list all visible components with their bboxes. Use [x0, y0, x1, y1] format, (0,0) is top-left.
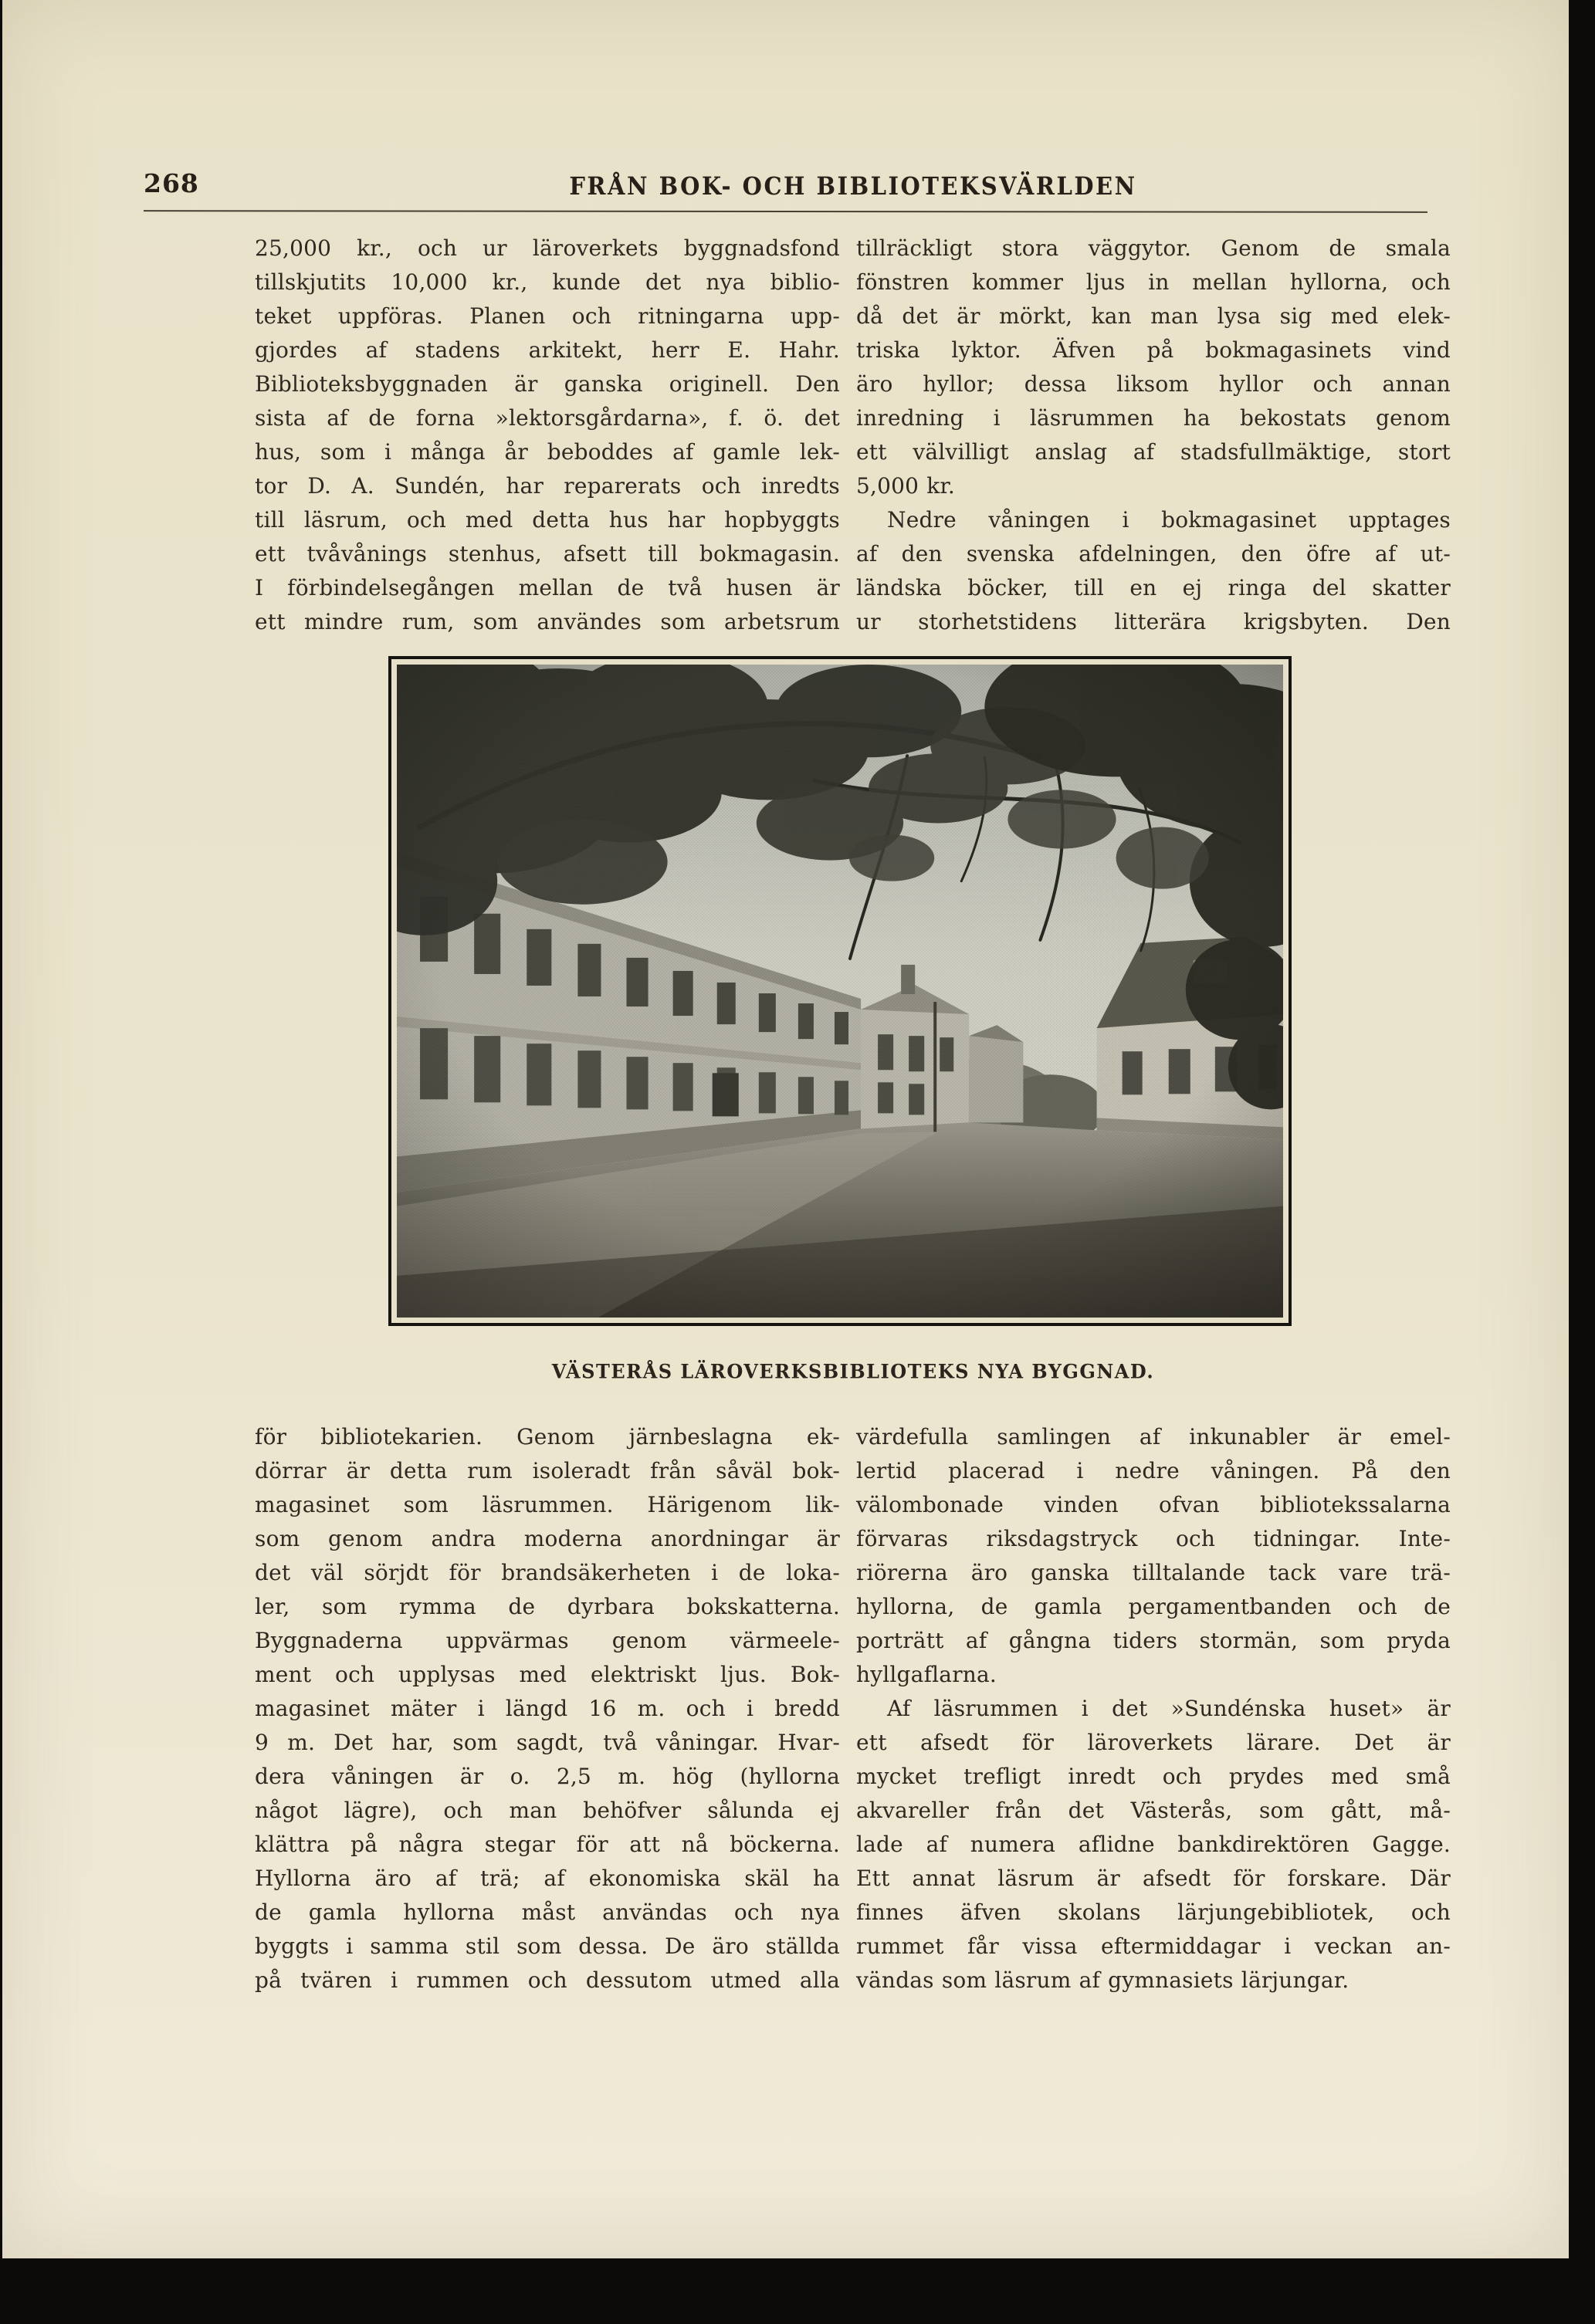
- text-line: dörrar är detta rum isoleradt från såväl bok-: [255, 1458, 840, 1483]
- text-line: fönstren kommer ljus in mellan hyllorna, och: [856, 269, 1451, 295]
- photo-caption: VÄSTERÅS LÄROVERKSBIBLIOTEKS NYA BYGGNAD.: [551, 1359, 1155, 1383]
- paper-sheet: [2, 0, 1569, 2258]
- text-line: af den svenska afdelningen, den öfre af ut-: [856, 541, 1451, 567]
- text-line: Biblioteksbyggnaden är ganska originell. Den: [255, 371, 840, 397]
- text-line: lertid placerad i nedre våningen. På den: [856, 1458, 1451, 1483]
- text-line: tillskjutits 10,000 kr., kunde det nya biblio-: [255, 269, 840, 295]
- text-line: gjordes af stadens arkitekt, herr E. Hahr.: [255, 337, 840, 363]
- text-line: porträtt af gångna tiders stormän, som pryda: [856, 1628, 1451, 1653]
- text-line: rummet får vissa eftermiddagar i veckan an-: [856, 1933, 1451, 1959]
- text-line: ett mindre rum, som användes som arbetsrum: [255, 609, 840, 634]
- text-line: ett afsedt för läroverkets lärare. Det är: [856, 1730, 1451, 1755]
- text-line: Ett annat läsrum är afsedt för forskare. Där: [856, 1866, 1451, 1891]
- text-line: förvaras riksdagstryck och tidningar. Inte-: [856, 1526, 1451, 1551]
- text-line: ländska böcker, till en ej ringa del skatter: [856, 575, 1451, 600]
- page-number: 268: [144, 168, 199, 198]
- text-line: hus, som i många år beboddes af gamle lek-: [255, 439, 840, 465]
- text-line: Byggnaderna uppvärmas genom värmeele-: [255, 1628, 840, 1653]
- text-line: de gamla hyllorna måst användas och nya: [255, 1899, 840, 1925]
- text-line: tor D. A. Sundén, har reparerats och inredts: [255, 473, 840, 499]
- text-line: värdefulla samlingen af inkunabler är emel-: [856, 1424, 1451, 1450]
- text-line: teket uppföras. Planen och ritningarna upp-: [255, 303, 840, 329]
- top-right-column: [856, 232, 1451, 639]
- photo-frame: [388, 656, 1292, 1326]
- top-left-column: [255, 232, 840, 639]
- text-line: lade af numera aflidne bankdirektören Gagge.: [856, 1832, 1451, 1857]
- text-line: ment och upplysas med elektriskt ljus. Bok-: [255, 1662, 840, 1687]
- text-line: hyllorna, de gamla pergamentbanden och de: [856, 1594, 1451, 1619]
- text-line: ett tvåvånings stenhus, afsett till bokmagasin.: [255, 541, 840, 567]
- text-line: Nedre våningen i bokmagasinet upptages: [887, 507, 1451, 533]
- text-line: det väl sörjdt för brandsäkerheten i de loka-: [255, 1560, 840, 1585]
- text-line: då det är mörkt, kan man lysa sig med elek-: [856, 303, 1451, 329]
- text-line: ur storhetstidens litterära krigsbyten. Den: [856, 609, 1451, 634]
- text-line: ett välvilligt anslag af stadsfullmäktige, stort: [856, 439, 1451, 465]
- text-line: magasinet mäter i längd 16 m. och i bredd: [255, 1696, 840, 1721]
- bottom-left-column: [255, 1420, 840, 1998]
- text-line: triska lyktor. Äfven på bokmagasinets vind: [856, 337, 1451, 363]
- text-line: inredning i läsrummen ha bekostats genom: [856, 405, 1451, 431]
- text-line: dera våningen är o. 2,5 m. hög (hyllorna: [255, 1764, 840, 1789]
- text-line: för bibliotekarien. Genom järnbeslagna ek-: [255, 1424, 840, 1450]
- text-line: något lägre), och man behöfver sålunda ej: [255, 1798, 840, 1823]
- text-line: akvareller från det Västerås, som gått, må-: [856, 1798, 1451, 1823]
- text-line: finnes äfven skolans lärjungebibliotek, och: [856, 1899, 1451, 1925]
- bottom-right-column: [856, 1420, 1451, 1998]
- text-line: 9 m. Det har, som sagdt, två våningar. Hvar-: [255, 1730, 840, 1755]
- text-line: ler, som rymma de dyrbara bokskatterna.: [255, 1594, 840, 1619]
- text-line: tillräckligt stora väggytor. Genom de smala: [856, 235, 1451, 261]
- text-line: som genom andra moderna anordningar är: [255, 1526, 840, 1551]
- text-line: 25,000 kr., och ur läroverkets byggnadsfond: [255, 235, 840, 261]
- text-line: välombonade vinden ofvan bibliotekssalarna: [856, 1492, 1451, 1517]
- text-line: klättra på några stegar för att nå böckerna.: [255, 1832, 840, 1857]
- text-line: Af läsrummen i det »Sundénska huset» är: [887, 1696, 1451, 1721]
- text-line: 5,000 kr.: [856, 473, 956, 499]
- text-line: byggts i samma stil som dessa. De äro ställda: [255, 1933, 840, 1959]
- text-line: till läsrum, och med detta hus har hopbyggts: [255, 507, 840, 533]
- running-header-title: FRÅN BOK- OCH BIBLIOTEKSVÄRLDEN: [569, 171, 1137, 201]
- text-line: Hyllorna äro af trä; af ekonomiska skäl ha: [255, 1866, 840, 1891]
- text-line: sista af de forna »lektorsgårdarna», f. ö. det: [255, 405, 840, 431]
- library-building-photo: [397, 665, 1283, 1318]
- text-line: mycket trefligt inredt och prydes med små: [856, 1764, 1451, 1789]
- text-line: hyllgaflarna.: [856, 1662, 997, 1687]
- text-line: I förbindelsegången mellan de två husen är: [255, 575, 840, 600]
- text-line: på tvären i rummen och dessutom utmed alla: [255, 1967, 840, 1993]
- text-line: magasinet som läsrummen. Härigenom lik-: [255, 1492, 840, 1517]
- text-line: riörerna äro ganska tilltalande tack vare trä-: [856, 1560, 1451, 1585]
- text-line: äro hyllor; dessa liksom hyllor och annan: [856, 371, 1451, 397]
- text-line: vändas som läsrum af gymnasiets lärjungar.: [856, 1967, 1349, 1993]
- header-rule: [144, 210, 1427, 213]
